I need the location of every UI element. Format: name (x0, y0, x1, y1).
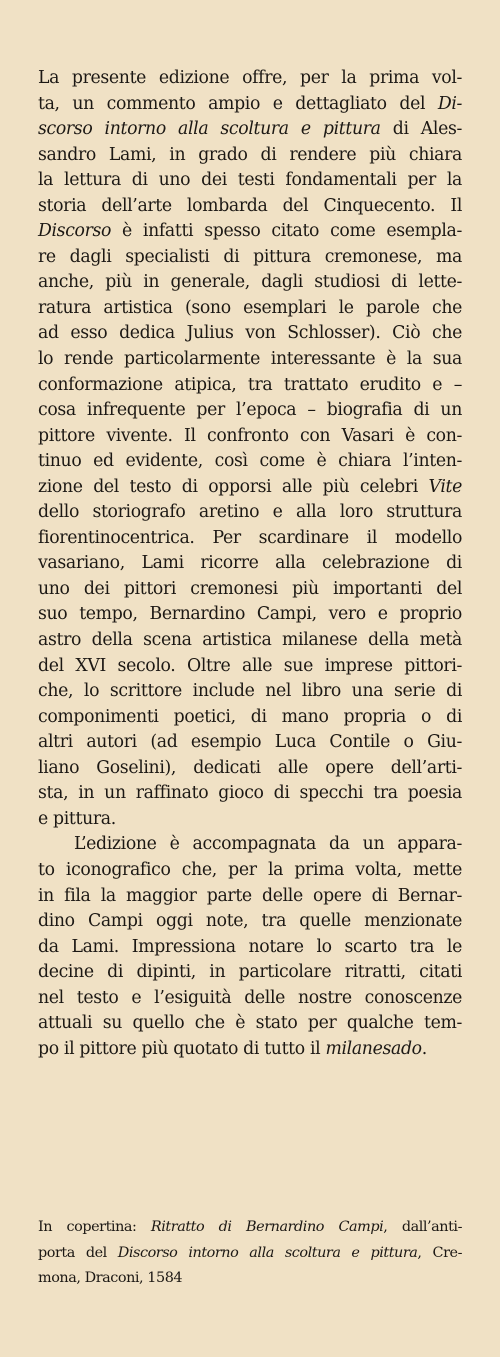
text-line (38, 245, 462, 271)
text-line (38, 398, 462, 424)
text-line-segment: anche, più in generale, dagli studiosi di lette- (38, 272, 462, 293)
text-line-segment: storia dell’arte lombarda del Cinquecento. Il (38, 195, 462, 216)
caption-line-segment: Discorso intorno alla scoltura e pittura (117, 1244, 418, 1261)
text-line (38, 168, 462, 194)
text-line-segment: astro della scena artistica milanese della metà (38, 630, 462, 651)
text-line-segment: . (421, 1038, 427, 1059)
blurb-text (38, 66, 462, 1062)
text-line (38, 602, 462, 628)
text-line (38, 628, 462, 654)
text-line (38, 807, 462, 833)
text-line-segment: milanesado (325, 1038, 422, 1059)
caption-line (38, 1266, 462, 1292)
text-line (38, 500, 462, 526)
text-line (38, 117, 462, 143)
text-line-segment: re dagli specialisti di pittura cremonese, ma (38, 246, 462, 267)
text-line (38, 92, 462, 118)
text-line-segment: del XVI secolo. Oltre alle sue imprese pittori- (38, 655, 462, 676)
caption-line-segment: , dall’anti- (383, 1219, 463, 1235)
text-line-segment: scorso intorno alla scoltura e pittura (38, 119, 381, 140)
text-line-segment: altri autori (ad esempio Luca Contile o Giu- (38, 732, 462, 753)
text-line (38, 858, 462, 884)
text-line (38, 1037, 462, 1063)
text-line-segment: vasariano, Lami ricorre alla celebrazione di (38, 553, 462, 574)
text-line-segment: che, lo scrittore include nel libro una serie di (38, 681, 462, 702)
text-line-segment: to iconografico che, per la prima volta, mette (38, 859, 462, 880)
text-line-segment: e pittura. (38, 808, 116, 829)
text-line (38, 219, 462, 245)
text-line-segment: conformazione atipica, tra trattato erudito e – (38, 374, 462, 395)
text-line-segment: attuali su quello che è stato per qualche tem- (38, 1013, 462, 1034)
text-line (38, 296, 462, 322)
caption-line-segment: In copertina: (38, 1219, 151, 1235)
text-line (38, 194, 462, 220)
text-line-segment: componimenti poetici, di mano propria o di (38, 706, 462, 727)
text-line-segment: da Lami. Impressiona notare lo scarto tra le (38, 936, 462, 957)
text-line-segment: di Ales- (380, 119, 462, 140)
text-line-segment: ad esso dedica Julius von Schlosser). Ciò che (38, 323, 462, 344)
text-line (38, 270, 462, 296)
text-line-segment: suo tempo, Bernardino Campi, vero e proprio (38, 604, 462, 625)
text-line (38, 730, 462, 756)
text-line (38, 577, 462, 603)
text-line-segment: tinuo ed evidente, così come è chiara l’inten- (38, 451, 462, 472)
blurb-paragraph-1 (38, 66, 462, 832)
text-line (38, 347, 462, 373)
text-line (38, 66, 462, 92)
text-line (38, 884, 462, 910)
text-line (38, 526, 462, 552)
text-line-segment: dello storiografo aretino e alla loro struttura (38, 502, 462, 523)
text-line-segment: sandro Lami, in grado di rendere più chiara (38, 144, 462, 165)
text-line-segment: in fila la maggior parte delle opere di Bernar- (38, 885, 462, 906)
text-line-segment: pittore vivente. Il confronto con Vasari è con- (38, 425, 462, 446)
text-line (38, 756, 462, 782)
text-line (38, 960, 462, 986)
text-line-segment: Di- (437, 93, 462, 114)
text-line (38, 373, 462, 399)
text-line-segment: uno dei pittori cremonesi più importanti del (38, 578, 462, 599)
caption-line (38, 1241, 462, 1267)
text-line (38, 935, 462, 961)
text-line (38, 781, 462, 807)
caption-line-segment: Ritratto di Bernardino Campi (150, 1219, 384, 1235)
text-line-segment: fiorentinocentrica. Per scardinare il modello (38, 527, 462, 548)
text-line (38, 654, 462, 680)
text-line-segment: zione del testo di opporsi alle più celebri (38, 476, 429, 497)
caption-line (38, 1215, 462, 1241)
text-line-segment: è infatti spesso citato come esempla- (111, 221, 462, 242)
text-line-segment: Vite (428, 476, 462, 497)
text-line-segment: dino Campi oggi note, tra quelle menzionate (38, 911, 462, 932)
text-line-segment: ta, un commento ampio e dettagliato del (38, 93, 438, 114)
text-line (38, 679, 462, 705)
text-line-segment: ratura artistica (sono esemplari le parole che (38, 297, 462, 318)
cover-caption (38, 1215, 462, 1292)
text-line-segment: po il pittore più quotato di tutto il (38, 1038, 326, 1059)
text-line-segment: L’edizione è accompagnata da un appara- (74, 834, 462, 855)
text-line (38, 909, 462, 935)
text-line-segment: liano Goselini), dedicati alle opere dell’arti- (38, 757, 462, 778)
text-line (38, 321, 462, 347)
text-line-segment: lo rende particolarmente interessante è la sua (38, 349, 462, 370)
text-line (38, 143, 462, 169)
text-line-segment: cosa infrequente per l’epoca – biografia di un (38, 400, 462, 421)
text-line-segment: la lettura di uno dei testi fondamentali per la (38, 170, 462, 191)
text-line (38, 832, 462, 858)
caption-line-segment: mona, Draconi, 1584 (38, 1270, 183, 1286)
text-line-segment: nel testo e l’esiguità delle nostre conoscenze (38, 987, 462, 1008)
caption-line-segment: , Cre- (417, 1244, 462, 1261)
text-line-segment: sta, in un raffinato gioco di specchi tra poesia (38, 783, 462, 804)
text-line (38, 986, 462, 1012)
text-line (38, 449, 462, 475)
text-line (38, 551, 462, 577)
caption-line-segment: porta del (38, 1244, 118, 1261)
text-line-segment: decine di dipinti, in particolare ritratti, citati (38, 962, 462, 983)
text-line (38, 475, 462, 501)
text-line (38, 424, 462, 450)
text-line-segment: Discorso (38, 221, 112, 242)
text-line-segment: La presente edizione offre, per la prima vol- (38, 68, 462, 88)
text-line (38, 705, 462, 731)
blurb-paragraph-2 (38, 832, 462, 1062)
text-line (38, 1011, 462, 1037)
